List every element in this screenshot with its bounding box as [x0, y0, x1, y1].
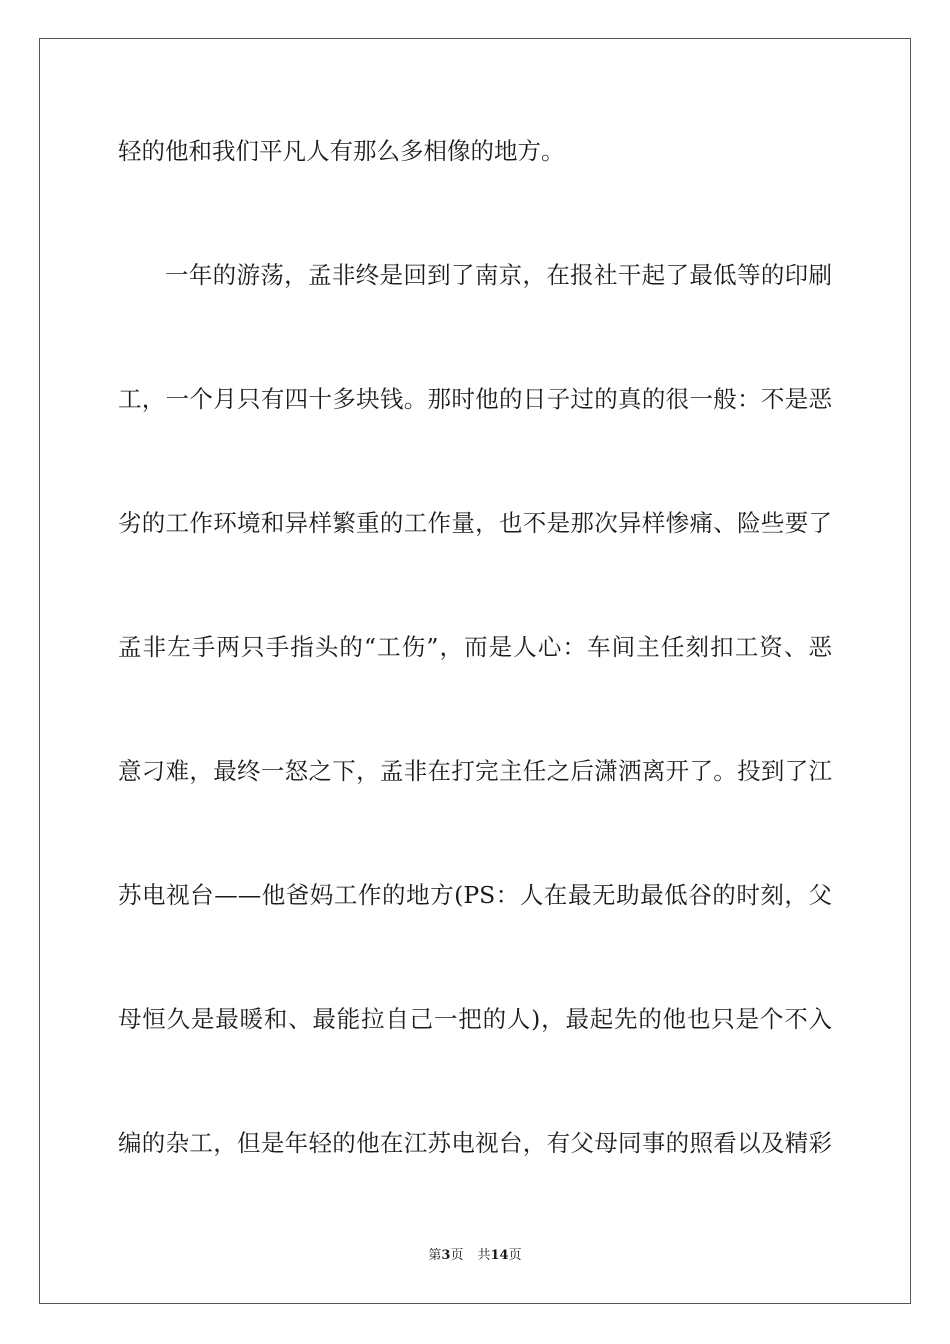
total-prefix: 共 — [477, 1248, 491, 1263]
body-line-3: 工，一个月只有四十多块钱。那时他的日子过的真的很一般：不是恶 — [118, 385, 832, 413]
body-line-1: 轻的他和我们平凡人有那么多相像的地方。 — [118, 137, 565, 165]
body-line-8: 母恒久是最暖和、最能拉自己一把的人)，最起先的他也只是个不入 — [118, 1005, 832, 1033]
body-line-7: 苏电视台——他爸妈工作的地方(PS：人在最无助最低谷的时刻，父 — [118, 881, 832, 909]
page-suffix: 页 — [450, 1248, 464, 1263]
body-line-6: 意刁难，最终一怒之下，孟非在打完主任之后潇洒离开了。投到了江 — [118, 757, 832, 785]
body-line-5: 孟非左手两只手指头的“工伤”，而是人心：车间主任刻扣工资、恶 — [118, 633, 832, 661]
body-line-9: 编的杂工，但是年轻的他在江苏电视台，有父母同事的照看以及精彩 — [118, 1129, 832, 1157]
body-line-2: 一年的游荡，孟非终是回到了南京，在报社干起了最低等的印刷 — [165, 261, 832, 289]
total-suffix: 页 — [508, 1248, 522, 1263]
page-footer — [0, 1246, 950, 1266]
body-line-4: 劣的工作环境和异样繁重的工作量，也不是那次异样惨痛、险些要了 — [118, 509, 832, 537]
page-prefix: 第 — [428, 1248, 442, 1263]
page-border — [39, 38, 911, 1304]
page-number: 3 — [441, 1248, 451, 1263]
total-pages: 14 — [490, 1248, 509, 1263]
